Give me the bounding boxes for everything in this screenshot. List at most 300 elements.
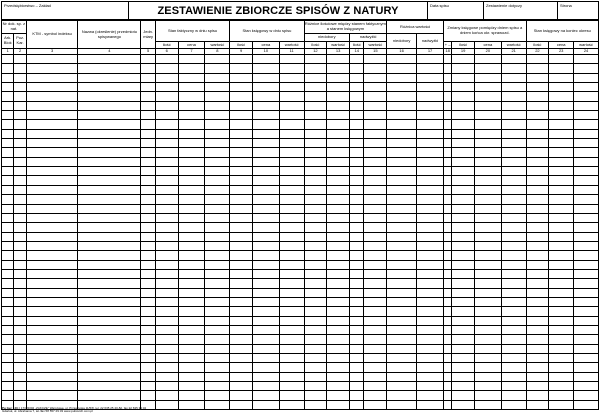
table-cell[interactable]: [252, 363, 279, 372]
table-cell[interactable]: [501, 111, 526, 120]
table-cell[interactable]: [364, 129, 387, 138]
table-cell[interactable]: [526, 344, 549, 353]
table-cell[interactable]: [78, 344, 141, 353]
table-cell[interactable]: [452, 400, 475, 409]
table-cell[interactable]: [155, 185, 178, 194]
table-cell[interactable]: [327, 157, 350, 166]
table-cell[interactable]: [574, 111, 599, 120]
table-cell[interactable]: [474, 111, 501, 120]
table-cell[interactable]: [501, 297, 526, 306]
table-cell[interactable]: [26, 55, 78, 64]
table-cell[interactable]: [526, 167, 549, 176]
table-cell[interactable]: [452, 157, 475, 166]
table-cell[interactable]: [230, 335, 253, 344]
table-cell[interactable]: [141, 288, 155, 297]
table-cell[interactable]: [230, 139, 253, 148]
table-cell[interactable]: [304, 213, 327, 222]
table-cell[interactable]: [141, 297, 155, 306]
table-cell[interactable]: [452, 363, 475, 372]
table-cell[interactable]: [474, 120, 501, 129]
table-cell[interactable]: [526, 83, 549, 92]
table-cell[interactable]: [78, 139, 141, 148]
table-cell[interactable]: [549, 185, 574, 194]
table-cell[interactable]: [279, 148, 304, 157]
table-cell[interactable]: [141, 372, 155, 381]
table-cell[interactable]: [155, 111, 178, 120]
table-cell[interactable]: [452, 260, 475, 269]
table-cell[interactable]: [474, 232, 501, 241]
table-cell[interactable]: [252, 232, 279, 241]
table-cell[interactable]: [452, 297, 475, 306]
table-cell[interactable]: [2, 139, 14, 148]
table-cell[interactable]: [549, 279, 574, 288]
table-cell[interactable]: [252, 55, 279, 64]
table-cell[interactable]: [327, 167, 350, 176]
table-cell[interactable]: [387, 55, 417, 64]
table-cell[interactable]: [14, 260, 26, 269]
table-cell[interactable]: [141, 101, 155, 110]
table-cell[interactable]: [474, 391, 501, 400]
table-cell[interactable]: [327, 185, 350, 194]
table-cell[interactable]: [526, 354, 549, 363]
table-cell[interactable]: [155, 195, 178, 204]
table-cell[interactable]: [474, 279, 501, 288]
table-cell[interactable]: [252, 167, 279, 176]
table-cell[interactable]: [279, 139, 304, 148]
table-cell[interactable]: [364, 354, 387, 363]
table-cell[interactable]: [178, 251, 205, 260]
table-cell[interactable]: [327, 269, 350, 278]
table-cell[interactable]: [327, 260, 350, 269]
table-cell[interactable]: [155, 55, 178, 64]
table-cell[interactable]: [526, 176, 549, 185]
table-cell[interactable]: [474, 176, 501, 185]
table-cell[interactable]: [452, 83, 475, 92]
table-cell[interactable]: [350, 101, 364, 110]
table-cell[interactable]: [526, 391, 549, 400]
table-cell[interactable]: [26, 335, 78, 344]
table-cell[interactable]: [141, 129, 155, 138]
table-cell[interactable]: [141, 316, 155, 325]
table-cell[interactable]: [327, 204, 350, 213]
table-cell[interactable]: [2, 213, 14, 222]
table-cell[interactable]: [205, 260, 230, 269]
table-cell[interactable]: [364, 73, 387, 82]
table-cell[interactable]: [526, 260, 549, 269]
table-cell[interactable]: [141, 223, 155, 232]
table-cell[interactable]: [350, 148, 364, 157]
table-cell[interactable]: [178, 354, 205, 363]
table-cell[interactable]: [78, 382, 141, 391]
table-cell[interactable]: [549, 223, 574, 232]
table-cell[interactable]: [549, 354, 574, 363]
table-cell[interactable]: [452, 232, 475, 241]
table-cell[interactable]: [205, 120, 230, 129]
table-cell[interactable]: [279, 354, 304, 363]
table-cell[interactable]: [574, 260, 599, 269]
table-cell[interactable]: [387, 325, 417, 334]
table-cell[interactable]: [350, 241, 364, 250]
table-cell[interactable]: [230, 382, 253, 391]
table-cell[interactable]: [141, 204, 155, 213]
table-cell[interactable]: [387, 167, 417, 176]
table-cell[interactable]: [417, 73, 444, 82]
table-cell[interactable]: [327, 316, 350, 325]
table-cell[interactable]: [574, 64, 599, 73]
table-cell[interactable]: [78, 73, 141, 82]
table-cell[interactable]: [304, 111, 327, 120]
table-cell[interactable]: [443, 335, 451, 344]
table-cell[interactable]: [549, 251, 574, 260]
table-cell[interactable]: [364, 195, 387, 204]
table-cell[interactable]: [26, 288, 78, 297]
table-cell[interactable]: [155, 83, 178, 92]
table-cell[interactable]: [474, 297, 501, 306]
table-cell[interactable]: [14, 297, 26, 306]
table-cell[interactable]: [205, 382, 230, 391]
table-cell[interactable]: [526, 111, 549, 120]
table-cell[interactable]: [452, 325, 475, 334]
table-cell[interactable]: [252, 73, 279, 82]
table-cell[interactable]: [443, 251, 451, 260]
table-cell[interactable]: [14, 269, 26, 278]
table-cell[interactable]: [443, 120, 451, 129]
table-cell[interactable]: [443, 148, 451, 157]
table-cell[interactable]: [304, 279, 327, 288]
table-cell[interactable]: [474, 157, 501, 166]
table-cell[interactable]: [549, 372, 574, 381]
table-cell[interactable]: [474, 400, 501, 409]
table-cell[interactable]: [230, 83, 253, 92]
table-cell[interactable]: [14, 92, 26, 101]
table-cell[interactable]: [417, 269, 444, 278]
table-cell[interactable]: [252, 382, 279, 391]
table-cell[interactable]: [350, 92, 364, 101]
table-cell[interactable]: [304, 64, 327, 73]
table-cell[interactable]: [230, 251, 253, 260]
table-cell[interactable]: [526, 382, 549, 391]
table-cell[interactable]: [364, 232, 387, 241]
table-cell[interactable]: [417, 129, 444, 138]
table-cell[interactable]: [501, 241, 526, 250]
table-cell[interactable]: [549, 64, 574, 73]
table-cell[interactable]: [252, 204, 279, 213]
table-cell[interactable]: [452, 64, 475, 73]
table-cell[interactable]: [549, 73, 574, 82]
table-cell[interactable]: [452, 101, 475, 110]
table-cell[interactable]: [14, 101, 26, 110]
table-cell[interactable]: [364, 260, 387, 269]
table-cell[interactable]: [141, 279, 155, 288]
table-cell[interactable]: [78, 176, 141, 185]
table-cell[interactable]: [230, 185, 253, 194]
table-cell[interactable]: [279, 129, 304, 138]
table-cell[interactable]: [279, 382, 304, 391]
table-cell[interactable]: [387, 157, 417, 166]
table-cell[interactable]: [26, 148, 78, 157]
table-cell[interactable]: [279, 55, 304, 64]
table-cell[interactable]: [387, 269, 417, 278]
table-cell[interactable]: [2, 354, 14, 363]
table-cell[interactable]: [78, 204, 141, 213]
table-cell[interactable]: [574, 251, 599, 260]
table-cell[interactable]: [364, 185, 387, 194]
table-cell[interactable]: [387, 111, 417, 120]
table-cell[interactable]: [417, 139, 444, 148]
table-cell[interactable]: [26, 185, 78, 194]
table-cell[interactable]: [364, 157, 387, 166]
table-cell[interactable]: [304, 195, 327, 204]
table-cell[interactable]: [78, 83, 141, 92]
table-cell[interactable]: [474, 129, 501, 138]
table-cell[interactable]: [2, 176, 14, 185]
table-cell[interactable]: [501, 223, 526, 232]
table-cell[interactable]: [78, 213, 141, 222]
table-cell[interactable]: [364, 391, 387, 400]
table-cell[interactable]: [14, 64, 26, 73]
table-cell[interactable]: [574, 325, 599, 334]
table-cell[interactable]: [574, 139, 599, 148]
table-cell[interactable]: [387, 363, 417, 372]
table-cell[interactable]: [364, 120, 387, 129]
table-cell[interactable]: [443, 176, 451, 185]
table-cell[interactable]: [350, 64, 364, 73]
table-cell[interactable]: [327, 307, 350, 316]
table-cell[interactable]: [279, 372, 304, 381]
table-cell[interactable]: [155, 344, 178, 353]
table-cell[interactable]: [279, 335, 304, 344]
table-cell[interactable]: [387, 400, 417, 409]
table-cell[interactable]: [178, 73, 205, 82]
table-cell[interactable]: [501, 344, 526, 353]
table-cell[interactable]: [327, 64, 350, 73]
table-cell[interactable]: [205, 316, 230, 325]
table-cell[interactable]: [364, 297, 387, 306]
table-cell[interactable]: [549, 92, 574, 101]
table-cell[interactable]: [279, 111, 304, 120]
table-cell[interactable]: [78, 288, 141, 297]
table-cell[interactable]: [178, 325, 205, 334]
table-cell[interactable]: [252, 260, 279, 269]
table-cell[interactable]: [2, 279, 14, 288]
table-cell[interactable]: [350, 260, 364, 269]
table-cell[interactable]: [387, 307, 417, 316]
table-cell[interactable]: [417, 232, 444, 241]
table-cell[interactable]: [304, 101, 327, 110]
table-cell[interactable]: [350, 213, 364, 222]
table-cell[interactable]: [230, 344, 253, 353]
table-cell[interactable]: [141, 73, 155, 82]
table-cell[interactable]: [549, 297, 574, 306]
table-cell[interactable]: [230, 73, 253, 82]
table-cell[interactable]: [26, 297, 78, 306]
table-cell[interactable]: [549, 344, 574, 353]
table-cell[interactable]: [252, 325, 279, 334]
table-cell[interactable]: [2, 288, 14, 297]
table-cell[interactable]: [387, 251, 417, 260]
table-cell[interactable]: [350, 232, 364, 241]
table-cell[interactable]: [2, 307, 14, 316]
table-cell[interactable]: [178, 111, 205, 120]
table-cell[interactable]: [474, 251, 501, 260]
table-cell[interactable]: [14, 176, 26, 185]
table-cell[interactable]: [279, 251, 304, 260]
table-cell[interactable]: [549, 400, 574, 409]
table-cell[interactable]: [350, 382, 364, 391]
table-cell[interactable]: [2, 316, 14, 325]
table-cell[interactable]: [443, 111, 451, 120]
table-cell[interactable]: [230, 325, 253, 334]
table-cell[interactable]: [178, 335, 205, 344]
table-cell[interactable]: [327, 363, 350, 372]
table-cell[interactable]: [526, 241, 549, 250]
table-cell[interactable]: [141, 92, 155, 101]
table-cell[interactable]: [141, 64, 155, 73]
table-cell[interactable]: [501, 213, 526, 222]
table-cell[interactable]: [279, 92, 304, 101]
table-cell[interactable]: [78, 167, 141, 176]
table-cell[interactable]: [178, 167, 205, 176]
table-cell[interactable]: [574, 363, 599, 372]
table-cell[interactable]: [230, 148, 253, 157]
table-cell[interactable]: [26, 279, 78, 288]
table-cell[interactable]: [549, 382, 574, 391]
table-cell[interactable]: [443, 129, 451, 138]
table-cell[interactable]: [252, 101, 279, 110]
table-cell[interactable]: [526, 55, 549, 64]
table-cell[interactable]: [26, 101, 78, 110]
table-cell[interactable]: [327, 195, 350, 204]
table-cell[interactable]: [304, 251, 327, 260]
table-cell[interactable]: [327, 129, 350, 138]
table-cell[interactable]: [574, 307, 599, 316]
table-cell[interactable]: [443, 213, 451, 222]
table-cell[interactable]: [501, 157, 526, 166]
table-cell[interactable]: [364, 344, 387, 353]
table-cell[interactable]: [327, 288, 350, 297]
table-cell[interactable]: [574, 354, 599, 363]
table-cell[interactable]: [443, 92, 451, 101]
table-cell[interactable]: [452, 382, 475, 391]
table-cell[interactable]: [474, 195, 501, 204]
table-cell[interactable]: [78, 325, 141, 334]
table-cell[interactable]: [526, 101, 549, 110]
table-cell[interactable]: [350, 167, 364, 176]
table-cell[interactable]: [452, 344, 475, 353]
table-cell[interactable]: [230, 204, 253, 213]
table-cell[interactable]: [327, 101, 350, 110]
table-cell[interactable]: [252, 316, 279, 325]
table-cell[interactable]: [327, 372, 350, 381]
table-cell[interactable]: [304, 157, 327, 166]
table-cell[interactable]: [364, 55, 387, 64]
table-cell[interactable]: [501, 55, 526, 64]
table-cell[interactable]: [205, 92, 230, 101]
table-cell[interactable]: [178, 101, 205, 110]
table-cell[interactable]: [155, 325, 178, 334]
table-cell[interactable]: [501, 204, 526, 213]
table-cell[interactable]: [501, 391, 526, 400]
table-cell[interactable]: [474, 73, 501, 82]
table-cell[interactable]: [417, 185, 444, 194]
table-cell[interactable]: [364, 325, 387, 334]
table-cell[interactable]: [155, 307, 178, 316]
table-cell[interactable]: [474, 288, 501, 297]
table-cell[interactable]: [304, 223, 327, 232]
table-cell[interactable]: [501, 83, 526, 92]
table-cell[interactable]: [350, 372, 364, 381]
table-cell[interactable]: [78, 129, 141, 138]
table-cell[interactable]: [279, 195, 304, 204]
table-cell[interactable]: [2, 297, 14, 306]
table-cell[interactable]: [574, 195, 599, 204]
table-cell[interactable]: [417, 204, 444, 213]
table-cell[interactable]: [230, 64, 253, 73]
table-cell[interactable]: [26, 92, 78, 101]
table-cell[interactable]: [501, 260, 526, 269]
table-cell[interactable]: [350, 223, 364, 232]
table-cell[interactable]: [26, 325, 78, 334]
table-cell[interactable]: [205, 344, 230, 353]
table-cell[interactable]: [205, 232, 230, 241]
table-cell[interactable]: [350, 325, 364, 334]
table-cell[interactable]: [14, 251, 26, 260]
table-cell[interactable]: [443, 316, 451, 325]
table-cell[interactable]: [304, 363, 327, 372]
table-cell[interactable]: [501, 232, 526, 241]
table-cell[interactable]: [443, 260, 451, 269]
table-cell[interactable]: [78, 111, 141, 120]
table-cell[interactable]: [155, 148, 178, 157]
table-cell[interactable]: [141, 325, 155, 334]
table-cell[interactable]: [26, 176, 78, 185]
table-cell[interactable]: [14, 157, 26, 166]
table-cell[interactable]: [501, 139, 526, 148]
table-cell[interactable]: [387, 139, 417, 148]
table-cell[interactable]: [327, 335, 350, 344]
table-cell[interactable]: [230, 195, 253, 204]
table-cell[interactable]: [205, 251, 230, 260]
table-cell[interactable]: [155, 391, 178, 400]
table-cell[interactable]: [230, 120, 253, 129]
table-cell[interactable]: [205, 148, 230, 157]
table-cell[interactable]: [364, 307, 387, 316]
table-cell[interactable]: [279, 279, 304, 288]
table-cell[interactable]: [501, 288, 526, 297]
table-cell[interactable]: [14, 120, 26, 129]
table-cell[interactable]: [2, 73, 14, 82]
table-cell[interactable]: [178, 55, 205, 64]
table-cell[interactable]: [205, 307, 230, 316]
table-cell[interactable]: [452, 73, 475, 82]
table-cell[interactable]: [549, 129, 574, 138]
table-cell[interactable]: [443, 204, 451, 213]
table-cell[interactable]: [443, 157, 451, 166]
table-cell[interactable]: [14, 129, 26, 138]
table-cell[interactable]: [574, 372, 599, 381]
table-cell[interactable]: [26, 391, 78, 400]
table-cell[interactable]: [304, 260, 327, 269]
table-cell[interactable]: [178, 223, 205, 232]
table-cell[interactable]: [350, 176, 364, 185]
table-cell[interactable]: [364, 139, 387, 148]
table-cell[interactable]: [141, 391, 155, 400]
table-cell[interactable]: [205, 55, 230, 64]
table-cell[interactable]: [230, 260, 253, 269]
table-cell[interactable]: [443, 269, 451, 278]
table-cell[interactable]: [574, 269, 599, 278]
table-cell[interactable]: [2, 232, 14, 241]
